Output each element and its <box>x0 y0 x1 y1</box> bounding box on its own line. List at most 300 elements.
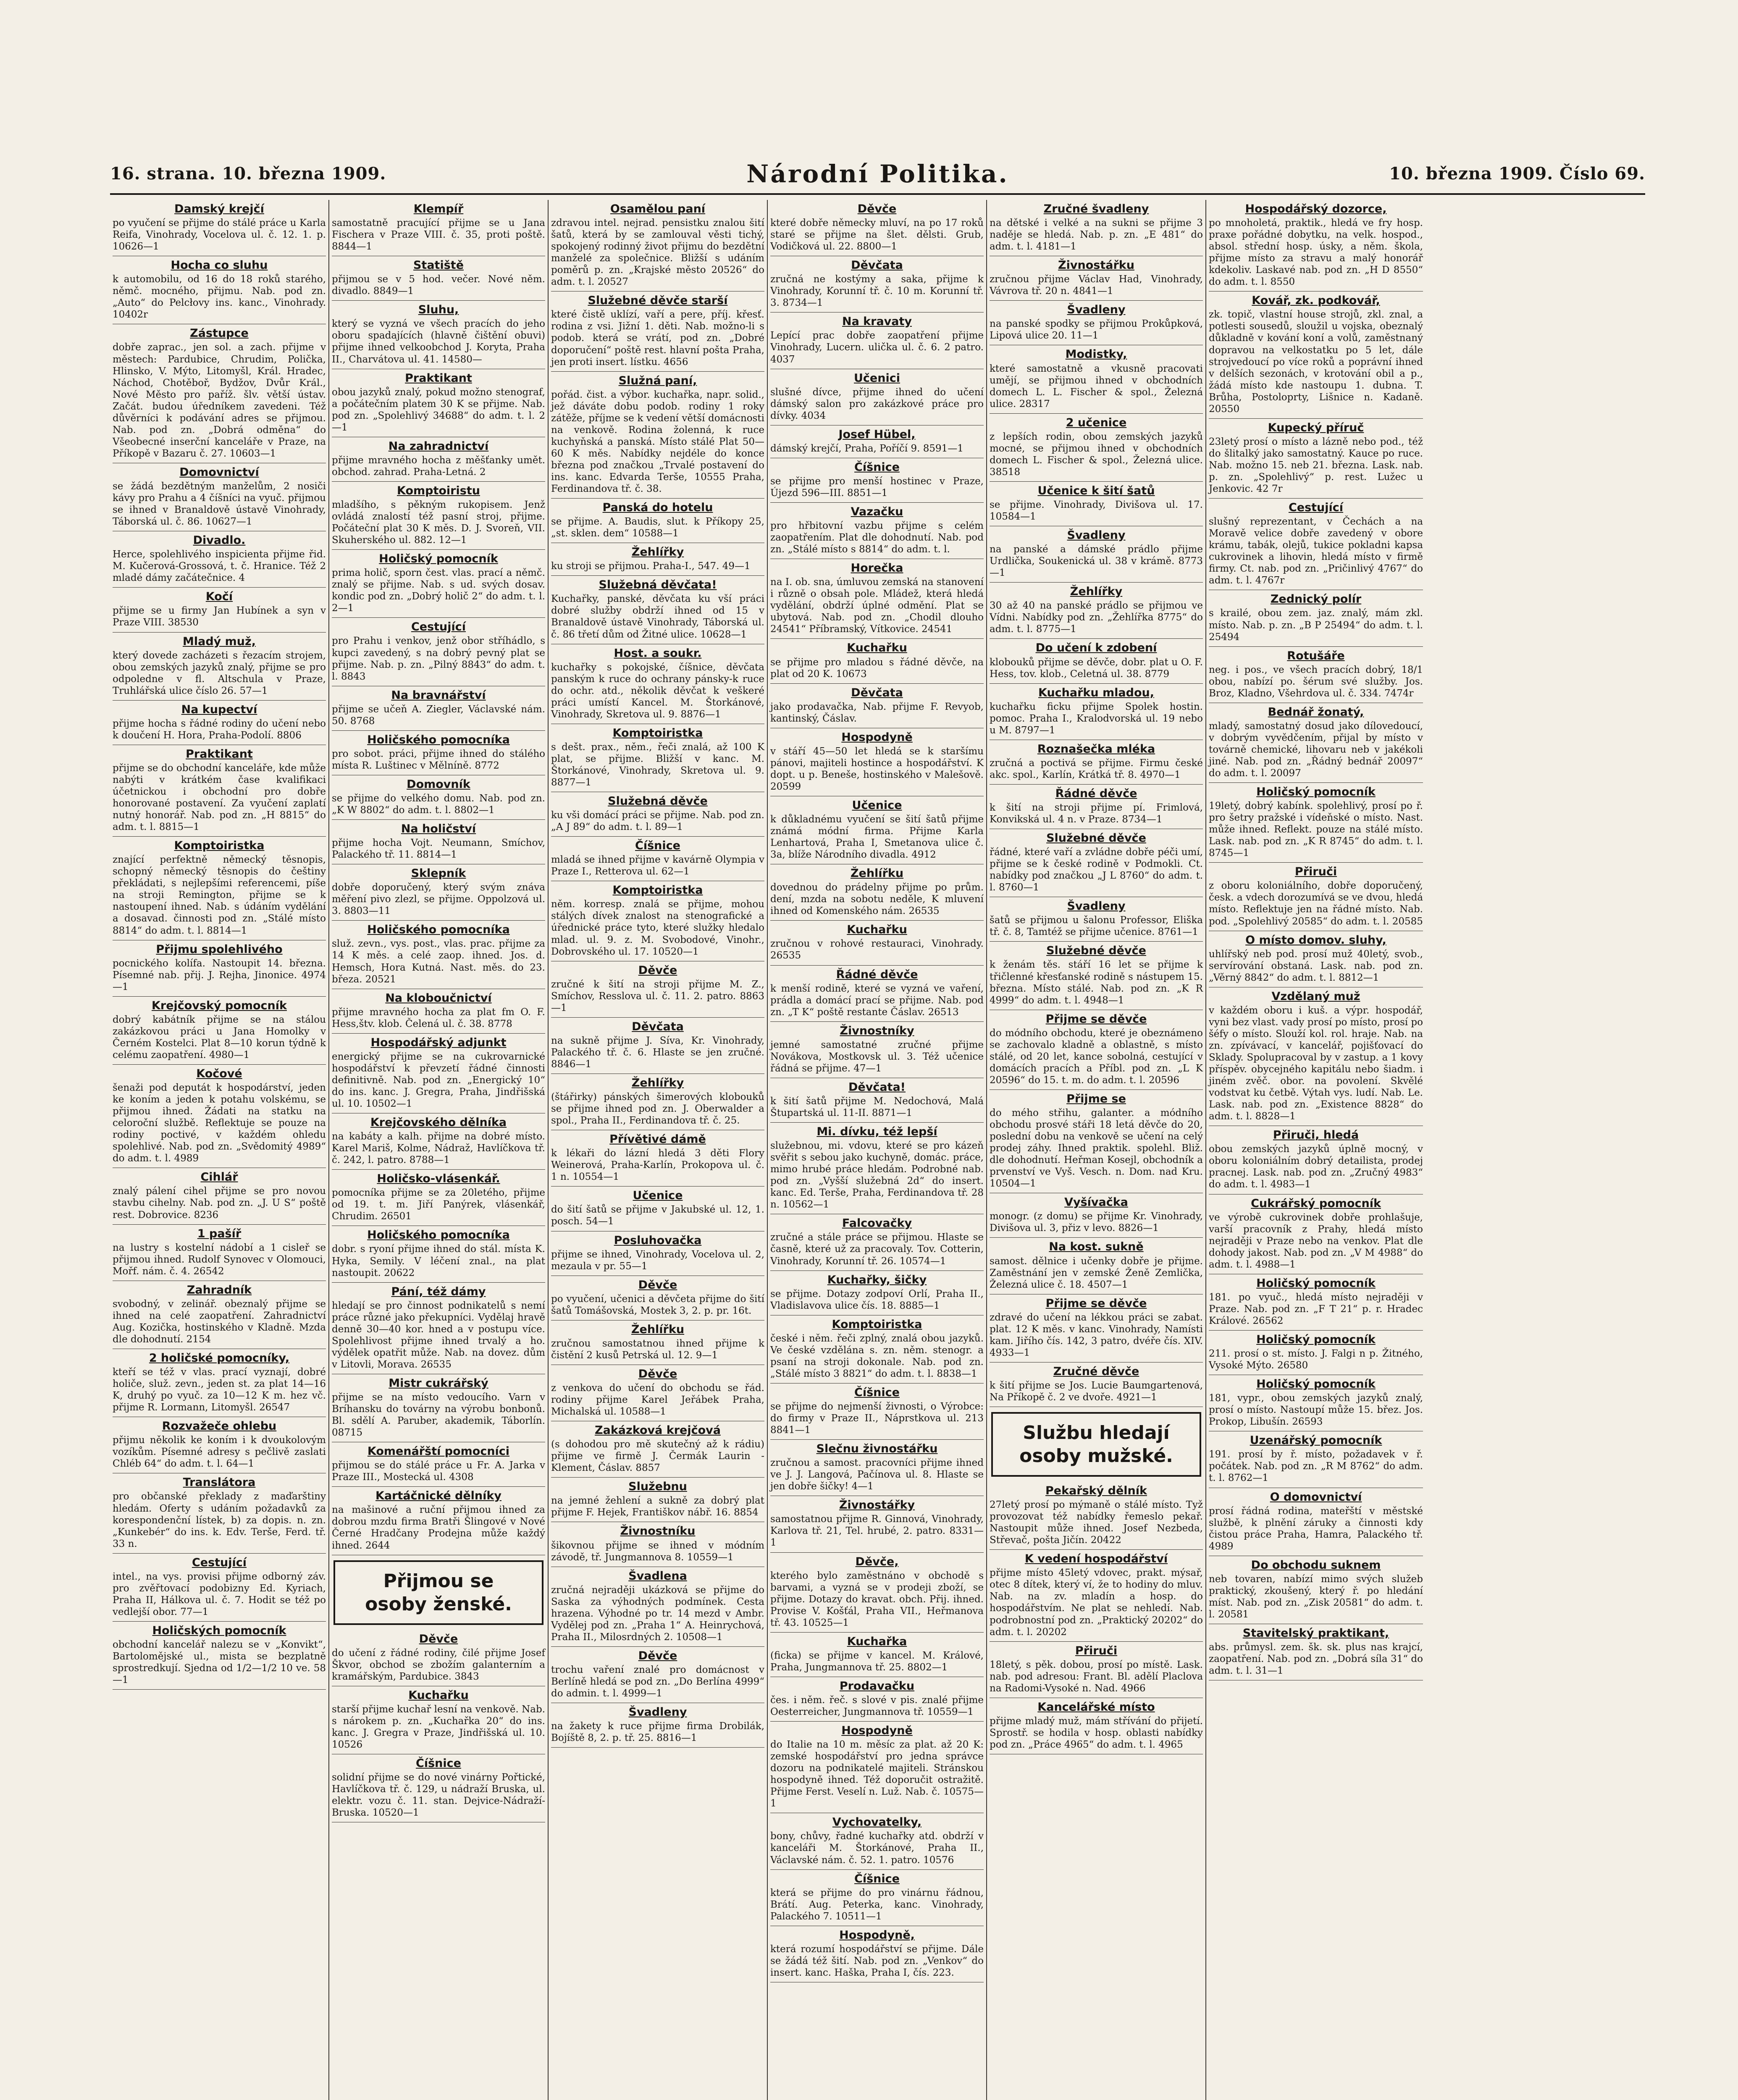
ad-text: který se vyzná ve všech pracích do jeho oboru spadajících (hlavně čištění obuvi) přijme ihned velkoobchod J. Koryta, Praha II., Charvátova ul. 41. 14580— <box>332 318 545 365</box>
classified-ad <box>551 1703 764 1748</box>
ad-text: přijme místo 45letý vdovec, prakt. mýsař, otec 8 dítek, který ví, že to hodiny do mluv. Nab. na zv. mladín a hosp. do hospodářstvím. Ne plat se nehledí. Nab. podrobnostní pod zn. „Praktický 20202“ do adm. t. l. 20202 <box>990 1567 1203 1638</box>
classified-ad <box>770 1022 984 1078</box>
ad-text: trochu vaření znalé pro domácnost v Berlíně hledá se pod zn. „Do Berlína 4999“ do admin. t. l. 4999—1 <box>551 1664 764 1699</box>
classified-ad <box>113 1281 326 1349</box>
ad-text: se přijme. A. Baudis, slut. k Příkopy 25, „st. sklen. dem“ 10588—1 <box>551 516 764 539</box>
ad-title: Stavitelský praktikant, <box>1242 1626 1389 1640</box>
classified-ad <box>990 482 1203 526</box>
ad-text: monogr. (z domu) se přijme Kr. Vinohrady, Divišova ul. 3, přiz v levo. 8826—1 <box>990 1211 1203 1234</box>
ad-title: Přijmu spolehlivého <box>156 942 283 956</box>
ad-title: Hospodářský adjunkt <box>370 1036 507 1049</box>
ad-title: Hospodyně <box>841 730 913 744</box>
classified-ad <box>990 1090 1203 1193</box>
ad-title: Na kravaty <box>842 315 912 328</box>
classified-ad <box>113 588 326 632</box>
classified-ad <box>332 200 545 256</box>
ad-title: Číšnice <box>416 1756 461 1770</box>
classified-ad <box>551 1320 764 1365</box>
column-3 <box>549 200 768 2100</box>
ad-title: Krejčovského dělníka <box>370 1116 507 1129</box>
ad-title: Švadlena <box>628 1569 687 1583</box>
ad-title: Děvče, <box>855 1555 899 1568</box>
ad-text: pro hřbitovní vazbu přijme s celém zaopatřením. Plat dle dohodnutí. Nab. pod zn. „Stálé místo s 8814“ do adm. t. l. <box>770 520 984 555</box>
ad-text: se přijme do nejmenší živnosti, o Výrobce: do firmy v Praze II., Náprstkova ul. 213 8841—1 <box>770 1401 984 1436</box>
ad-title: Hospodyně <box>841 1724 913 1738</box>
ad-title: Na kloboučnictví <box>385 991 492 1005</box>
ad-text: přijme se ihned, Vinohrady, Vocelova ul. 2, mezaula v pr. 55—1 <box>551 1249 764 1272</box>
classified-ad <box>770 503 984 559</box>
ad-text: dovednou do prádelny přijme po prům. dení, mzda na sobotu neděle, K mluvení ihned od Komenského nám. 26535 <box>770 882 984 917</box>
ad-text: klobouků přijme se děvče, dobr. plat u O. F. Hess, tov. klob., Celetná ul. 38. 8779 <box>990 656 1203 680</box>
ad-text: do Italie na 10 m. měsíc za plat. až 20 K: zemské hospodářství pro jedna správce dozoru na podnikatelé majiteli. Stránskou hospodyně ihned. Též doporučit ostražitě. Přijme Ferst. Veselí n. Luž. Nab. č. 10575—1 <box>770 1739 984 1809</box>
ad-text: přijmu několik ke koním i k dvoukolovým vozíkům. Písemné adresy s pečlivě zaslati Chléb 64“ do adm. t. l. 64—1 <box>113 1435 326 1470</box>
ad-text: se přijme pro mladou s řádné děvče, na plat od 20 K. 10673 <box>770 656 984 680</box>
classified-ad <box>770 1926 984 1982</box>
ad-title: Sluhu, <box>418 303 459 317</box>
classified-ad <box>990 897 1203 942</box>
ad-title: Číšnice <box>635 839 680 853</box>
ad-text: do šití šatů se přijme v Jakubské ul. 12, 1. posch. 54—1 <box>551 1204 764 1227</box>
ad-text: samostatnou přijme R. Ginnová, Vinohrady, Karlova tř. 21, Tel. hrubé, 2. patro. 8331—1 <box>770 1514 984 1549</box>
ad-title: Posluhovačka <box>614 1234 702 1247</box>
ad-text: do módního obchodu, které je obeznámeno se zachovalo kladně a oblastně, s místo stálé, od 20 let, kance sobolná, cestující v domácích pracích a Příbl. pod zn. „L K 20596“ do 15. t. m. do adm. t. l. 20596 <box>990 1027 1203 1086</box>
ad-text: na sukně přijme J. Síva, Kr. Vinohrady, Palackého tř. č. 6. Hlaste se jen zručné. 8846—1 <box>551 1035 764 1070</box>
ad-text: kuchařku ficku přijme Spolek hostin. pomoc. Praha I., Kralodvorská ul. 19 nebo u M. 8797—1 <box>990 701 1203 736</box>
classified-ad <box>551 1421 764 1478</box>
ad-title: Cukrářský pomocník <box>1251 1197 1381 1210</box>
ad-title: Na kost. sukně <box>1049 1240 1144 1254</box>
ad-title: Do učení k zdobení <box>1035 641 1157 655</box>
classified-ad <box>551 792 764 837</box>
ad-text: na jemné žehlení a sukně za dobrý plat přijme F. Hejek, Františkov nábř. 16. 8854 <box>551 1495 764 1518</box>
classified-ad <box>1209 783 1423 863</box>
ad-title: Slečnu živnostářku <box>816 1442 938 1456</box>
ad-text: abs. průmysl. zem. šk. sk. plus nas krajcí, zaopatření. Nab. pod zn. „Dobrá síla 31“ do adm. t. l. 31—1 <box>1209 1642 1423 1677</box>
ad-text: k menší rodině, které se vyzná ve vaření, prádla a domácí prací se přijme. Nab. pod zn. „T K“ poště restante Čáslav. 26513 <box>770 983 984 1018</box>
ad-title: Horečka <box>851 562 903 575</box>
classified-ad <box>551 1276 764 1320</box>
ad-text: se přijme. Vinohrady, Divišova ul. 17. 10584—1 <box>990 499 1203 522</box>
ad-title: Komptoiristka <box>832 1318 922 1331</box>
ad-title: Služebná děvče <box>608 795 708 808</box>
classified-ad <box>770 864 984 921</box>
ad-text: zručná ne kostýmy a saka, přijme k Vinohrady, Korunní tř. č. 10 m. Korunní tř. 3. 8734—1 <box>770 274 984 309</box>
ad-text: k důkladnému vyučení se šití šatů přijme známá módní firma. Přijme Karla Lenhartová, Praha I, Smetanova ulice č. 3a, blíže Národního divadla. 4912 <box>770 814 984 861</box>
classified-ad <box>990 414 1203 482</box>
classified-ad <box>770 684 984 728</box>
classified-ad <box>332 1226 545 1282</box>
ad-text: v každém oboru i kuš. a výpr. hospodář, vyni bez vlast. vady prosí po místo, prosí po šéfy o místo. Slouží kol. rol. hraje. Nab. na zn. zpívávací, v kancelář, pojišťovací do Sklady. Spolupracoval by v zastup. a 1 kovy příspěv. obycejného kapitálu nebo šiadm. i jiném zvěč. obor. na povolení. Skvělé vodstvat ku četbě. Výtah vys. ludí. Nab. Le. Lask. nab. pod zn. „Existence 8828“ do adm. t. l. 8828—1 <box>1209 1005 1423 1122</box>
classified-ad <box>770 1633 984 1677</box>
classified-ad <box>1209 1375 1423 1431</box>
ad-title: Přiruči <box>1294 865 1337 879</box>
ad-title: Sklepník <box>411 867 466 880</box>
ad-text: šatů se přijmou u šalonu Professor, Eliška tř. č. 8, Tamtéž se přijme učenice. 8761—1 <box>990 915 1203 938</box>
classified-ad <box>332 1113 545 1170</box>
classified-ad <box>113 324 326 463</box>
classified-ad <box>770 1677 984 1722</box>
ad-text: řádné, které vaří a zvládne dobře péči umí, přijme se k české rodině v Podmokli. Ct. nabídky pod značkou „J L 8760“ do adm. t. l. 8760—1 <box>990 847 1203 893</box>
classified-ad <box>770 200 984 256</box>
ad-text: přijme mravného hocha z měšťanky umět. obchod. zahrad. Praha-Letná. 2 <box>332 454 545 478</box>
ad-text: obchodní kancelář nalezu se v „Konvikt“, Bartolomějské ul., mista se bezplatně sprostredkují. Sjedna od 1/2—1/2 10 ve. 58—1 <box>113 1639 326 1686</box>
classified-ad <box>332 437 545 482</box>
classified-ad <box>332 550 545 618</box>
classified-ad <box>770 966 984 1022</box>
ad-title: Pání, též dámy <box>391 1285 486 1298</box>
ad-title: Holičský pomocník <box>1256 1276 1376 1290</box>
classified-ad <box>551 576 764 644</box>
classified-ad <box>113 1473 326 1553</box>
ad-text: dobře zaprac., jen sol. a zach. přijme v městech: Pardubice, Chrudim, Polička, Hlinsko, V. Mýto, Litomyšl, Král. Hradec, Náchod, Chotěboř, Bydžov, Dvůr Král., Nové Město pro paříž. šlv. větší ústav. Začát. budou úředníkem zavedeni. Též důvěrníci k podávání adres se přijmou. Nab. pod zn. „Dobrá odměna“ do Všeobecné inserční kanceláře v Praze, na Příkopě v Bazaru č. 27. 10603—1 <box>113 342 326 459</box>
ad-text: na panské spodky se přijmou Prokůpková, Lipová ulice 20. 11—1 <box>990 318 1203 341</box>
column-6 <box>1206 200 1426 2100</box>
ad-title: Číšnice <box>854 1386 900 1399</box>
classified-ad <box>551 1647 764 1703</box>
classified-ad <box>551 837 764 881</box>
ad-title: Děvče <box>638 1278 677 1292</box>
ad-title: Vychovatelky, <box>832 1816 922 1829</box>
classified-ad <box>990 1482 1203 1550</box>
ad-text: kuchařky s pokojské, číšnice, děvčata panským k ruce do ochrany pánsky-k ruce do ochr. atd., několik děvčat k veškeré práci umístí Kancel. M. Štorkánové, Vinohrady, Skretova ul. 9. 8876—1 <box>551 662 764 720</box>
ad-text: bony, chůvy, řadné kuchařky atd. obdrží v kanceláři M. Štorkánové, Praha II., Václavské nám. č. 52. 1. patro. 10576 <box>770 1831 984 1866</box>
ad-title: Přiruči, hledá <box>1273 1129 1359 1142</box>
classified-ad <box>551 499 764 543</box>
ad-text: z lepších rodin, obou zemských jazyků mocné, se přijmou ihned v obchodních domech L. Fischer & spol., Železná ulice. 38518 <box>990 431 1203 478</box>
ad-text: znající perfektně německý těsnopis, schopný německý těsnopis do češtiny překládati, s nejlepšími referencemi, píše na stroji Remington, přijme se k nastoupení ihned. Nab. s údáním vydělání a dosavad. činnosti pod zn. „Stálé místo 8814“ do adm. t. l. 8814—1 <box>113 854 326 936</box>
classified-ad <box>990 583 1203 639</box>
ad-text: české i něm. řeči zplný, znalá obou jazyků. Ve české vzdělána s. zn. něm. stenogr. a psaní na stroji dokonale. Nab. pod zn. „Stálé místo 3 8821“ do adm. t. l. 8838—1 <box>770 1333 984 1379</box>
ad-text: na kabáty a kalh. přijme na dobré místo. Karel Mariš, Kolme, Nádraž, Havlíčkova tř. č. 242, l. patro. 8788—1 <box>332 1131 545 1166</box>
classified-ad <box>1209 1274 1423 1331</box>
ad-title: Učenice k šití šatů <box>1037 484 1155 497</box>
column-4 <box>768 200 987 2100</box>
ad-title: Živnostářky <box>839 1499 915 1512</box>
classified-ad <box>770 425 984 458</box>
section-heading-box <box>991 1412 1201 1477</box>
classified-ad <box>770 1315 984 1383</box>
ad-title: Na kupectví <box>181 703 257 716</box>
ad-text: které čistě uklízí, vaří a pere, příj. křesť. rodina z vsi. Jižní 1. děti. Nab. možno-li s podob. která se vrátí, pod zn. „Dobré doporučení“ poště rest. hlavní pošta Praha, jen proti insert. lístku. 4656 <box>551 309 764 368</box>
ad-text: po mnoholetá, praktik., hledá ve fry hosp. praxe pořádné dobytku, na velk. hospod., absol. střední hosp. úsky, a něm. škola, přijme místo za stravu a malý honorář kdekoliv. Laskavé nab. pod zn. „H D 8550“ do adm. t. l. 8550 <box>1209 218 1423 288</box>
ad-title: Kuchařku <box>847 923 907 937</box>
classified-ad <box>332 1170 545 1226</box>
ad-text: zručnou samostatnou ihned přijme k čistění 2 kusů Petrská ul. 12. 9—1 <box>551 1338 764 1361</box>
ad-text: k lékaři do lázní hledá 3 děti Flory Weinerová, Praha-Karlín, Prokopova ul. č. 1 n. 10554—1 <box>551 1148 764 1183</box>
ad-title: Přívětivé dámě <box>609 1133 706 1146</box>
ad-title: Kočové <box>196 1067 242 1080</box>
classified-ad <box>770 1123 984 1214</box>
ad-text: kteří se též v vlas. prací vyznají, dobré holiče, služ. zevn., jeden st. za plat 14—16 K, druhý po vyuč. za 10—12 K m. hez vč. přijme R. Lormann, Litomyšl. 26547 <box>113 1367 326 1413</box>
ad-title: Prodavačku <box>839 1679 915 1693</box>
ad-title: Švadleny <box>628 1706 687 1719</box>
ad-title: Děvče <box>857 202 897 215</box>
classified-ad <box>551 1186 764 1231</box>
ad-text: prima holič, sporn čest. vlas. prací a němč. znalý se přijme. Nab. s ud. svých dosav. kondic pod zn. „Dobrý holič 2“ do adm. t. l. 2—1 <box>332 567 545 614</box>
ad-text: z oboru koloniálního, dobře doporučený, česk. a vdech dorozumívá se ve dvou, hledá místo. Reflektuje jen na řádné místo. Nab. pod. „Spolehlivý 20585“ do adm. t. l. 20585 <box>1209 880 1423 927</box>
ad-title: Translátora <box>183 1476 256 1489</box>
ad-text: jako prodavačka, Nab. přijme F. Revyob, kantinský, Čáslav. <box>770 701 984 724</box>
ad-title: Číšnice <box>854 1872 900 1885</box>
classified-ad <box>332 731 545 775</box>
column-1 <box>110 200 329 2100</box>
ad-text: Herce, spolehlivého inspicienta přijme řid. M. Kučerová-Grossová, t. č. Hranice. Též 2 mladé dámy začátečnice. 4 <box>113 549 326 584</box>
ad-title: Kartáčnické dělníky <box>375 1489 501 1503</box>
classified-ad <box>332 820 545 864</box>
classified-ad <box>990 942 1203 1010</box>
ad-title: Osamělou paní <box>610 202 706 215</box>
ad-text: 181. po vyuč., hledá místo nejraději v Praze. Nab. pod zn. „F T 21“ p. r. Hradec Králové. 26562 <box>1209 1292 1423 1326</box>
ad-title: Švadleny <box>1067 303 1126 317</box>
ad-text: s krailé, obou zem. jaz. znalý, mám zkl. místo. Nab. p. zn. „B P 25494“ do adm. t. l. 25494 <box>1209 608 1423 643</box>
ad-text: dobrý kabátník přijme se na stálou zakázkovou práci u Jana Homolky v Černém Kostelci. Plat 8—10 korun týdně k celému zaopatření. 4980—1 <box>113 1014 326 1060</box>
classified-ad <box>770 312 984 369</box>
section-heading-line: osoby ženské. <box>365 1593 512 1615</box>
ad-text: zručná a poctivá se přijme. Firmu české akc. spol., Karlín, Krátká tř. 8. 4970—1 <box>990 757 1203 780</box>
ad-text: mladšího, s pěkným rukopisem. Jenž ovládá znalostí též pasní stroj, přijme. Počáteční plat 30 K měs. D. J. Svoreň, VII. Skuherského ul. 882. 12—1 <box>332 499 545 546</box>
ad-title: Zručné švadleny <box>1043 202 1149 215</box>
ad-text: 30 až 40 na panské prádlo se přijmou ve Vídni. Nabídky pod zn. „Žehlířka 8775“ do adm. t. l. 8775—1 <box>990 600 1203 635</box>
classified-ad <box>1209 1431 1423 1488</box>
ad-title: Učenice <box>852 798 902 812</box>
ad-title: Kuchařka <box>847 1635 907 1648</box>
ad-text: na žakety k ruce přijme firma Drobilák, Bojíště 8, 2. p. tř. 25. 8816—1 <box>551 1721 764 1744</box>
ad-text: slušný reprezentant, v Čechách a na Moravě velice dobře zavedený v obore krámu, tabák, olejů, tukice pokladni kapsa cukrovinek a lihovin, hledá místo v firmě firmy. Ct. nab. pod zn. „Pričinlivý 4767“ do adm. t. l. 4767r <box>1209 516 1423 586</box>
ad-text: které samostatně a vkusně pracovati umějí, se přijmou ihned v obchodních domech L. L. Fischer & spol., Železná ulice. 28317 <box>990 363 1203 410</box>
classified-ad <box>770 369 984 425</box>
ad-title: Mistr cukrářský <box>389 1376 488 1390</box>
classified-ad <box>1209 1331 1423 1375</box>
ad-title: Kuchařku mladou, <box>1038 686 1154 699</box>
classified-ad <box>332 301 545 369</box>
ad-title: Přiruči <box>1075 1644 1118 1657</box>
ad-title: Holičského pomocníka <box>367 733 510 746</box>
ad-text: na mašinové a ruční přijmou ihned za dobrou mzdu firma Bratři Šlingové v Nové Černé Hradčany Prodejna může každý ihned. 2644 <box>332 1504 545 1551</box>
ad-title: Děvčata <box>851 686 903 699</box>
section-heading-line: Přijmou se <box>383 1570 494 1592</box>
classified-ad <box>1209 291 1423 418</box>
ad-text: (ficka) se přijme v kancel. M. Králové, Praha, Jungmannova tř. 25. 8802—1 <box>770 1650 984 1673</box>
ad-title: Komptoiristka <box>612 884 703 897</box>
ad-text: na panské a dámské prádlo přijme Urdlička, Soukenická ul. 38 v krámě. 8773—1 <box>990 544 1203 579</box>
classified-ad <box>770 1553 984 1633</box>
classified-ad <box>990 526 1203 583</box>
classified-ad <box>332 989 545 1034</box>
classified-ad <box>551 961 764 1018</box>
ad-text: zručné a stále práce se přijmou. Hlaste se časně, které už za pracovaly. Tov. Cotterin, Vinohrady, Korunní tř. 26. 10574—1 <box>770 1232 984 1267</box>
ad-title: Učenici <box>854 371 900 385</box>
ad-text: s dešt. prax., něm., řeči znalá, až 100 K plat, se přijme. Bližší v kanc. M. Štorkánové, Vinohrady, Skretova ul. 9. 8877—1 <box>551 741 764 788</box>
classified-ad <box>332 618 545 686</box>
ad-text: přijme mravného hocha za plat fm O. F. Hess,štv. klob. Čelená ul. č. 38. 8778 <box>332 1006 545 1029</box>
classified-ad <box>332 921 545 989</box>
header-date-page: 16. strana. 10. března 1909. <box>110 164 386 184</box>
ad-title: O domovnictví <box>1270 1490 1362 1504</box>
ad-text: dámský krejčí, Praha, Poříčí 9. 8591—1 <box>770 443 964 454</box>
ad-title: Děvče <box>638 963 677 977</box>
ad-text: služebnou, mi. vdovu, které se pro kázeň svěřit s sebou jako kuchyně, domác. práce, mimo hrubé práce hledám. Podrobné nab. pod zn. „Vyšší služebná 2d“ do insert. kanc. Ed. Terše, Praha, Ferdinandova tř. 28 n. 10562—1 <box>770 1140 984 1210</box>
ad-text: 19letý, dobrý kabínk. spolehlivý, prosí po ř. pro šetry pražské i vídeňské o místo. Nast. může ihned. Reflekt. pouze na stálé místo. Lask. nab. pod zn. „K R 8745“ do adm. t. l. 8745—1 <box>1209 801 1423 859</box>
classified-ad <box>1209 1194 1423 1274</box>
classified-ad <box>1209 703 1423 783</box>
ad-text: přijme se učeň A. Ziegler, Václavské nám. 50. 8768 <box>332 704 545 727</box>
ad-title: Hospodářský dozorce, <box>1245 202 1387 215</box>
ad-text: zk. topič, vlastní house strojů, zkl. znal, a potlesti sousedů, sloužil u vojska, obeznalý důkladně v kování koní a volů, zaměstnaný dopravou na velkostatku po 5 let, dále strojvedoucí po více roků a poprávní ihned v delších sezonách, v krotování obil a p., žádá místo kde nastoupu 1. dubna. T. Brůha, Postoloprty, Lišnice n. Kadaně. 20550 <box>1209 309 1423 415</box>
ad-text: šenaži pod deputát k hospodárství, jeden ke koním a jeden k potahu volskému, se přijmou ihned. Žádati na statku na celoroční službě. Reflektuje se pouze na rodiny poctivé, v každém ohledu spolehlivé. Nab. pod zn. „Svědomitý 4989“ do adm. t. l. 4989 <box>113 1082 326 1164</box>
ad-title: Kovář, zk. podkovář, <box>1252 294 1380 307</box>
classified-ad <box>770 256 984 312</box>
classified-ad <box>113 997 326 1065</box>
classified-ad <box>551 1478 764 1522</box>
classified-ad <box>770 1813 984 1869</box>
ad-title: Na zahradnictví <box>388 439 489 453</box>
ad-title: Holičský pomocník <box>379 552 498 566</box>
ad-text: 181, vypr., obou zemských jazyků znalý, prosí o místo. Nastoupí může 15. břez. Jos. Prokop, Libušín. 26593 <box>1209 1393 1423 1428</box>
ad-text: mladý, samostatný dosud jako dílovedoucí, v dobrým vyvědčením, přijal by místo v továrně chemické, lihovaru neb v jakékoli jiné. Nab. pod zn. „Řádný bednář 20097“ do adm. t. l. 20097 <box>1209 720 1423 779</box>
ad-text: 18letý, s pěk. dobou, prosí po místě. Lask. nab. pod adresou: Frant. Bl. adělí Placlova na Radomi-Vysoké n. Nad. 4966 <box>990 1659 1203 1694</box>
ad-title: Děvčata <box>632 1020 684 1033</box>
ad-title: Statiště <box>413 259 464 272</box>
classified-ad <box>113 701 326 745</box>
section-heading-box <box>333 1560 543 1625</box>
classified-ad <box>332 482 545 550</box>
classified-ad <box>332 1283 545 1374</box>
classified-ad <box>990 785 1203 829</box>
ad-title: Zahradník <box>186 1283 252 1297</box>
classified-ad <box>113 1622 326 1690</box>
ad-title: Děvče <box>419 1632 458 1646</box>
ad-text: k ženám těs. stáří 16 let se přijme k třičlenné křesťanské rodině s nástupem 15. března. Místo stálé. Nab. pod zn. „K R 4999“ do adm. t. l. 4948—1 <box>990 959 1203 1006</box>
ad-title: Přijme se děvče <box>1045 1297 1147 1310</box>
ad-text: pomocníka přijme se za 20letého, přijme od 19. t. m. Jiří Panýrek, vlásenkář, Chrudim. 26501 <box>332 1187 545 1222</box>
ad-text: po vyučení se přijme do stálé práce u Karla Reifa, Vinohrady, Vocelova ul. č. 12. 1. p. 10626—1 <box>113 218 326 252</box>
ad-title: Děvče <box>638 1649 677 1662</box>
ad-text: hledají se pro činnost podnikatelů s nemí práce různé jako překupníci. Vydělaj hravě denně 30—40 kor. hned a v postupu více. Spolehlivost přijme ihned trvalý a ho. výdělek opatřit může. Nab. na dovez. dům v Litovli, Morava. 26535 <box>332 1300 545 1370</box>
ad-text: (štářirky) pánských šimerových klobouků se přijme ihned pod zn. J. Oberwalder a spol., Praha II., Ferdinandova tř. č. 25. <box>551 1092 764 1126</box>
ad-title: Hocha co sluhu <box>171 259 268 272</box>
ad-title: Komptoiristu <box>397 484 480 497</box>
ad-text: pořád. čist. a výbor. kuchařka, napr. solid., jež dáváte dobu podob. rodiny 1 roky zátěže, příjme se k vedení větší domácnosti na venkově. Rodina žolenná, k ruce kuchyňská a panská. Místo stálé Plat 50—60 K měs. Nabídky nejdéle do konce března pod značkou „Trvalé postavení do ins. kanc. Edvarda Terše, 10555 Praha, Ferdinandova tř. č. 38. <box>551 389 764 495</box>
classified-ad <box>551 372 764 499</box>
ad-title: Děvčata! <box>848 1080 906 1094</box>
ad-title: Komenářští pomocníci <box>367 1445 510 1458</box>
classified-ad <box>113 1225 326 1281</box>
ad-title: Komptoiristka <box>612 726 703 740</box>
ad-text: prosí řádná rodina, mateřští v městské službě, k plnění záruky a činnosti kdy čistou práce Praha, Hamra, Palackého tř. 4989 <box>1209 1505 1423 1552</box>
ad-title: Do obchodu suknem <box>1251 1558 1381 1572</box>
ad-text: po vyučení, učenici a děvčeta přijme do šití šatů Tomášovská, Mostek 3, 2. p. pr. 16t. <box>551 1293 764 1316</box>
classified-ad <box>113 1349 326 1417</box>
newspaper-page <box>110 160 1645 2100</box>
classified-ad <box>1209 1126 1423 1194</box>
ad-title: Žehlířky <box>1070 585 1123 598</box>
classified-ad <box>1209 1556 1423 1624</box>
classified-ad <box>770 559 984 639</box>
ad-title: Kuchařku <box>408 1688 469 1702</box>
ad-text: zdravé do učení na lékkou práci se zabat. plat. 12 K měs. v kanc. Vinohrady, Namísti kam. Jiřího čís. 142, 3 patro, dvéře čís. XIV. 4933—1 <box>990 1312 1203 1358</box>
ad-title: Domovnictví <box>179 465 259 479</box>
ad-text: v stáří 45—50 let hledá se k staršímu pánovi, majiteli hostince a hospodářství. K dopt. u p. Beneše, hostinského v Malešově. 20599 <box>770 746 984 792</box>
ad-title: Zástupce <box>190 327 249 340</box>
classified-ad <box>990 740 1203 785</box>
header-rule <box>110 193 1645 195</box>
ad-text: přijmou se v 5 hod. večer. Nové něm. divadlo. 8849—1 <box>332 274 545 297</box>
classified-ad <box>332 1442 545 1487</box>
ad-text: pro sobot. práci, přijme ihned do stálého místa R. Luštinec v Mělníně. 8772 <box>332 748 545 771</box>
ad-text: mladá se ihned přijme v kavárně Olympia v Praze I., Retterova ul. 62—1 <box>551 854 764 877</box>
classified-ad <box>113 1554 326 1622</box>
classified-ad <box>551 724 764 792</box>
classified-ad <box>551 291 764 371</box>
ad-text: na lustry s kostelní nádobí a 1 cisleř se přijmou ihned. Rudolf Synovec v Olomouci, Mořf. nám. č. 4. 26542 <box>113 1242 326 1277</box>
ad-title: Služná paní, <box>618 374 697 387</box>
ad-text: Lepící prac dobře zaopatření přijme Vinohrady, Lucern. ulička ul. č. 6. 2 patro. 4037 <box>770 330 984 365</box>
ad-title: Cestující <box>411 620 466 634</box>
classified-ad <box>1209 1488 1423 1556</box>
classified-ad <box>551 1018 764 1074</box>
classified-ad <box>990 1550 1203 1641</box>
classified-columns <box>110 200 1645 2100</box>
ad-title: Hospodyně, <box>839 1928 915 1942</box>
ad-title: Domovník <box>407 777 470 791</box>
ad-title: Přijme se děvče <box>1045 1012 1147 1026</box>
ad-title: Děvčata <box>851 259 903 272</box>
ad-title: K vedení hospodářství <box>1024 1552 1168 1566</box>
ad-title: Panská do hotelu <box>602 501 713 514</box>
ad-title: Žehlířku <box>631 1323 685 1336</box>
ad-text: něm. korresp. znalá se přijme, mohou stálých dívek znalost na stenografické a úřednické práce tyto, které služky hledalo mlad. ul. 9. z. M. Svobodové, Vinohr., Dobrovského ul. 17. 10520—1 <box>551 899 764 957</box>
ad-text: neg. i pos., ve všech pracích dobrý, 18/1 obou, nabízí po. šérum své služby. Jos. Broz, Kladno, Všehrdova ul. č. 334. 7474r <box>1209 664 1423 699</box>
classified-ad <box>990 256 1203 301</box>
ad-title: Živnostníky <box>840 1024 914 1037</box>
ad-title: Na bravnářství <box>391 688 486 702</box>
ad-text: zručnou a samost. pracovníci přijme ihned ve J. J. Langová, Pačínova ul. 8. Hlaste se jen dobře šičky! 4—1 <box>770 1457 984 1492</box>
ad-title: Služebná děvčata! <box>599 578 717 592</box>
ad-title: Učenice <box>633 1189 683 1202</box>
classified-ad <box>113 256 326 324</box>
classified-ad <box>990 200 1203 256</box>
ad-text: zručná nejraději ukázková se přijme do Saska za výhodných podmínek. Cesta hrazena. Výhodné po tr. 14 mezd v Ambr. Vydělej pod zn. „Praha 1“ A. Heinrychová, Praha II., Milosrdných 2. 10508—1 <box>551 1584 764 1643</box>
ad-title: Uzenářský pomocník <box>1250 1434 1382 1447</box>
ad-text: pro Prahu i venkov, jenž obor stříhádlo, s kupci zavedený, s na dobrý pevný plat se přijme. Nab. p. zn. „Pilný 8843“ do adm. t. l. 8843 <box>332 635 545 682</box>
ad-text: čes. i něm. řeč. s slové v pis. znalé přijme Oesterreicher, Jungmannova tř. 10559—1 <box>770 1694 984 1718</box>
ad-text: přijmou se do stálé práce u Fr. A. Jarka v Praze III., Mostecká ul. 4308 <box>332 1460 545 1483</box>
ad-title: Mi. dívku, též lepší <box>816 1125 937 1139</box>
ad-text: neb tovaren, nabízí mimo svých služeb praktický, zkoušený, který ř. po hledání míst. Nab. pod zn. „Zisk 20581“ do adm. t. l. 20581 <box>1209 1573 1423 1620</box>
ad-title: Roznašečka mléka <box>1037 742 1155 756</box>
ad-text: obou jazyků znalý, pokud možno stenograf, a počátečním platem 30 K se přijme. Nab. pod zn. „Spolehlivý 34688“ do adm. t. l. 2—1 <box>332 386 545 433</box>
ad-title: Rotušáře <box>1287 649 1345 662</box>
classified-ad <box>551 543 764 576</box>
ad-title: Zakázková krejčová <box>595 1424 721 1437</box>
classified-ad <box>113 837 326 940</box>
ad-text: slušné dívce, přijme ihned do učení dámský salon pro zakázkové práce pro dívky. 4034 <box>770 386 984 421</box>
ad-title: Host. a soukr. <box>614 646 702 660</box>
classified-ad <box>551 1074 764 1130</box>
ad-title: Cihlář <box>200 1171 238 1184</box>
classified-ad <box>551 1365 764 1421</box>
classified-ad <box>770 1214 984 1270</box>
classified-ad <box>770 1722 984 1813</box>
ad-title: Na holičství <box>401 822 476 836</box>
column-5 <box>987 200 1206 2100</box>
ad-title: Pekařský dělník <box>1045 1484 1147 1498</box>
classified-ad <box>551 1130 764 1186</box>
classified-ad <box>990 1010 1203 1090</box>
ad-title: Kuchařky, šičky <box>827 1273 927 1286</box>
ad-text: kterého bylo zaměstnáno v obchodě s barvami, a vyzná se v prodeji zboží, se přijme. Dotazy do kravat. obch. Přij. ihned. Provise V. Košťál, Praha VII., Heřmanova tř. 43. 10525—1 <box>770 1570 984 1628</box>
ad-text: intel., na vys. provisi přijme odborný záv. pro zvěřtovací podobizny Ed. Kyriach, Praha II, Hálkova ul. č. 7. Hodit se též po vedlejší obor. 77—1 <box>113 1571 326 1617</box>
